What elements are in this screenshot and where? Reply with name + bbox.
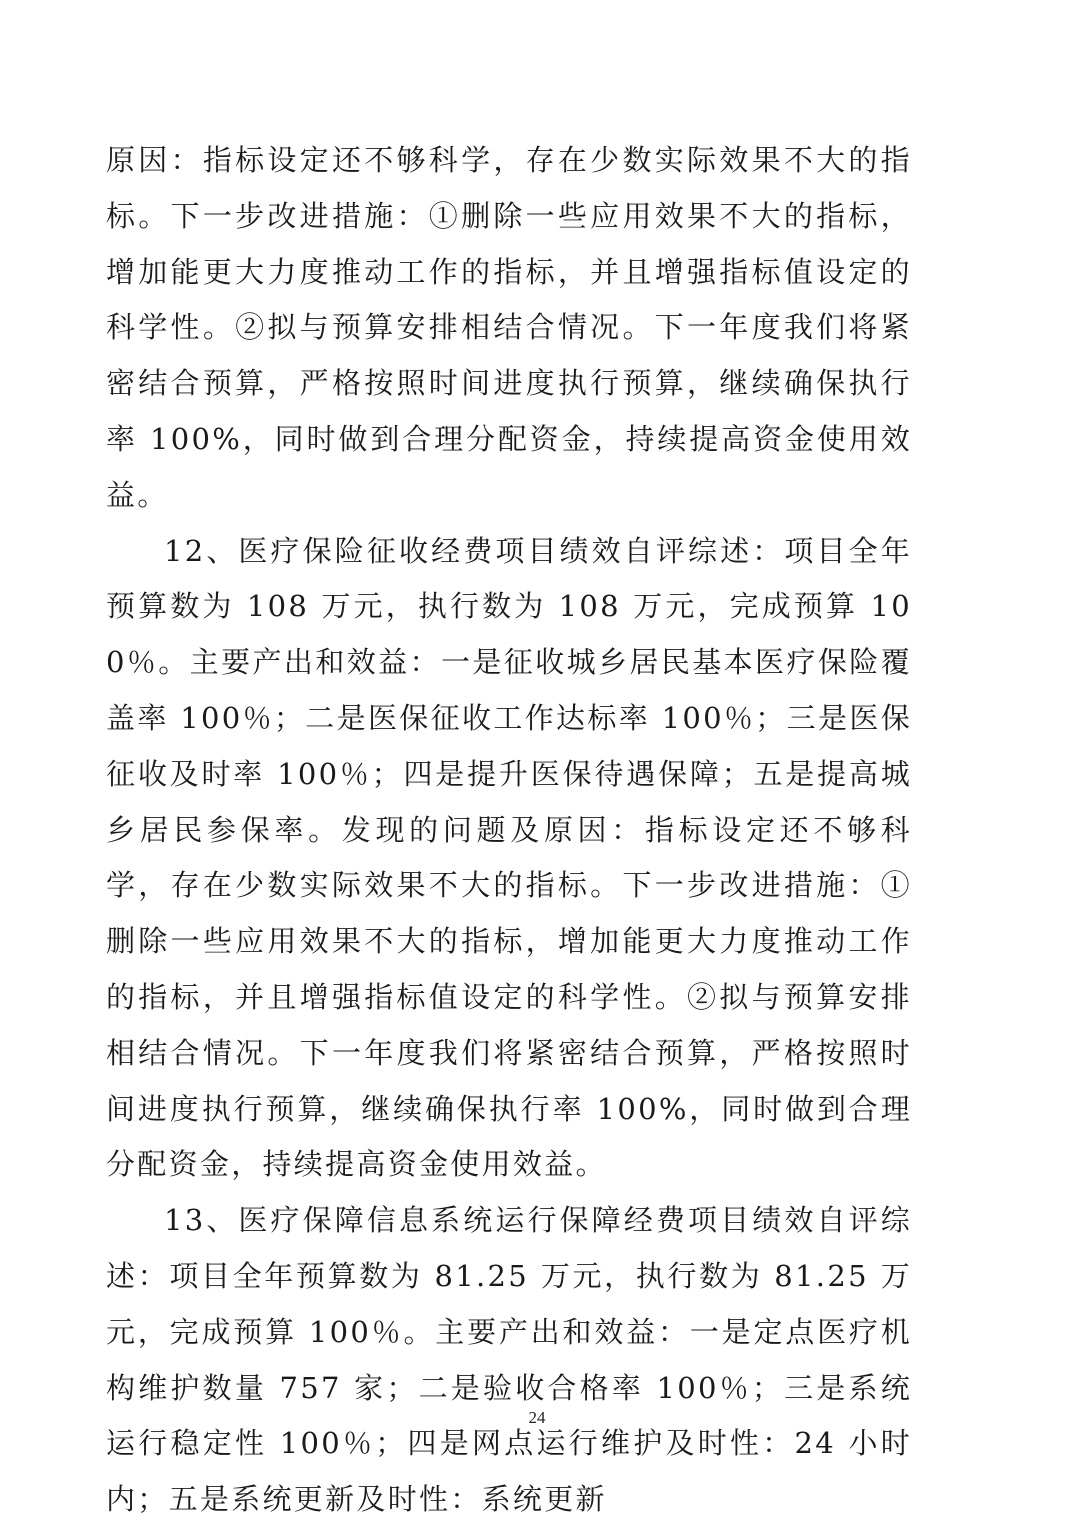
page-number: 24 (528, 1408, 546, 1427)
paragraph-item-12: 12、医疗保险征收经费项目绩效自评综述：项目全年预算数为 108 万元，执行数为 108 万元，完成预算 100％。主要产出和效益：一是征收城乡居民基本医疗保险覆盖率 100％；二是医保征收工作达标率 100％；三是医保征收及时率 100％；四是提升医保待遇保障；五是提高城乡居民参保率。发现的问题及原因：指标设定还不够科学，存在少数实际效果不大的指标。下一步改进措施：①删除一些应用效果不大的指标，增加能更大力度推动工作的指标，并且增强指标值设定的科学性。②拟与预算安排相结合情况。下一年度我们将紧密结合预算，严格按照时间进度执行预算，继续确保执行率 100%，同时做到合理分配资金，持续提高资金使用效益。 (106, 533, 912, 1182)
paragraph-continuation: 原因：指标设定还不够科学，存在少数实际效果不大的指标。下一步改进措施：①删除一些应用效果不大的指标，增加能更大力度推动工作的指标，并且增强指标值设定的科学性。②拟与预算安排相结合情况。下一年度我们将紧密结合预算，严格按照时间进度执行预算，继续确保执行率 100%，同时做到合理分配资金，持续提高资金使用效益。 (106, 143, 912, 512)
paragraph-item-13: 13、医疗保障信息系统运行保障经费项目绩效自评综述：项目全年预算数为 81.25 万元，执行数为 81.25 万元，完成预算 100％。主要产出和效益：一是定点医疗机构维护数量 757 家；二是验收合格率 100％；三是系统运行稳定性 100％；四是网点运行维护及时性：24 小时内；五是系统更新及时性：系统更新 (106, 1203, 912, 1517)
body-text (106, 133, 912, 1528)
